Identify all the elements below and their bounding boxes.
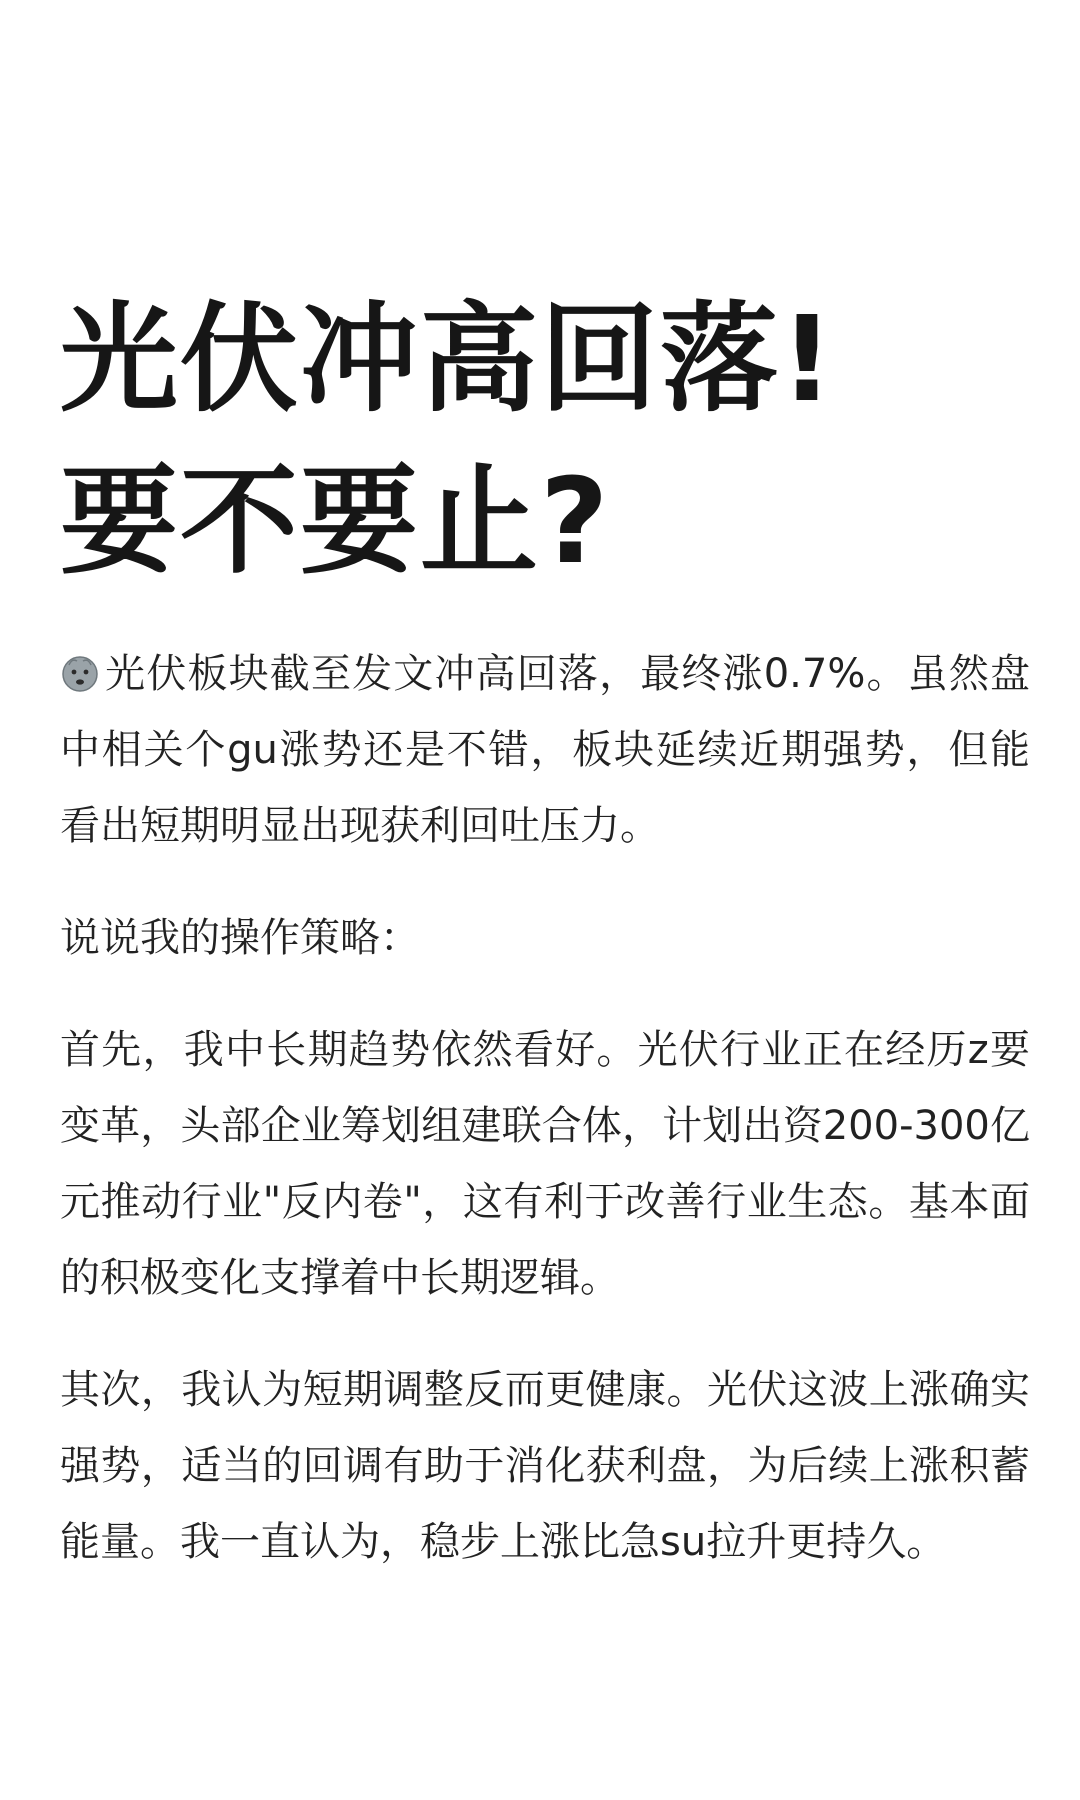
title-line-1: 光伏冲高回落! <box>60 290 836 428</box>
article-title <box>60 278 1020 602</box>
pouting-face-icon <box>60 642 100 682</box>
paragraph-3: 首先，我中长期趋势依然看好。光伏行业正在经历z要变革，头部企业筹划组建联合体，计划出资200-300亿元推动行业"反内卷"，这有利于改善行业生态。基本面的积极变化支撑着中长期逻辑。 <box>60 1027 1030 1301</box>
title-line-2: 要不要止? <box>60 452 611 590</box>
article-body <box>60 636 1030 1616</box>
paragraph-4: 其次，我认为短期调整反而更健康。光伏这波上涨确实强势，适当的回调有助于消化获利盘，为后续上涨积蓄能量。我一直认为，稳步上涨比急su拉升更持久。 <box>60 1367 1030 1565</box>
paragraph-1-text: 光伏板块截至发文冲高回落，最终涨0.7%。虽然盘中相关个gu涨势还是不错，板块延续近期强势，但能看出短期明显出现获利回吐压力。 <box>60 651 1030 849</box>
paragraph-2: 说说我的操作策略： <box>60 915 420 961</box>
paragraph-1 <box>60 636 1030 864</box>
